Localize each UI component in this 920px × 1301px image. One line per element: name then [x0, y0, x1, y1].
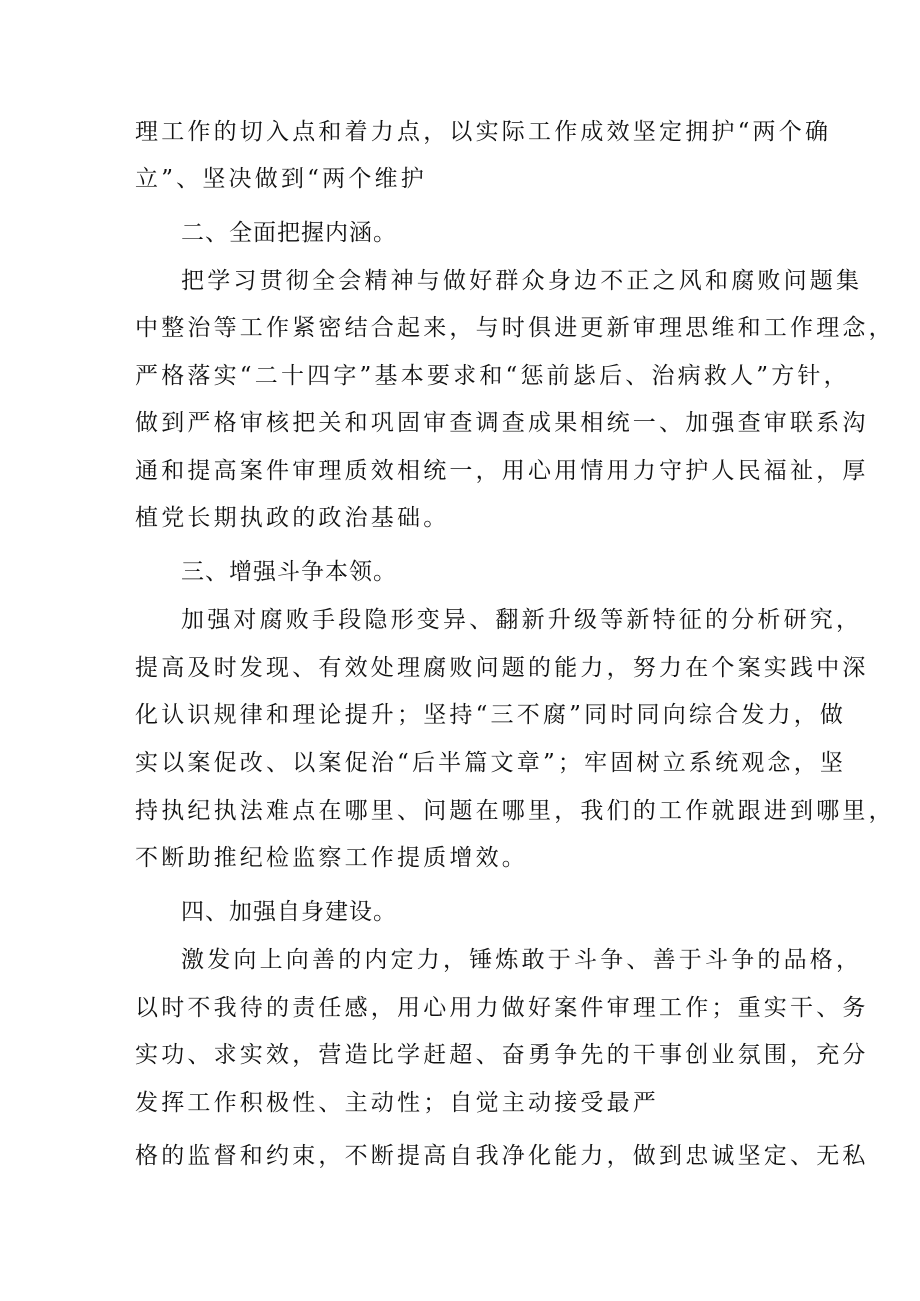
- body-line: 以时不我待的责任感，用心用力做好案件审理工作；重实干、务: [135, 995, 869, 1021]
- body-line: 持执纪执法难点在哪里、问题在哪里，我们的工作就跟进到哪里，: [135, 798, 895, 824]
- body-line: 实以案促改、以案促治“后半篇文章”；牢固树立系统观念，坚: [135, 750, 847, 776]
- body-line: 加强对腐败手段隐形变异、翻新升级等新特征的分析研究，: [181, 607, 863, 633]
- body-line: 实功、求实效，营造比学赶超、奋勇争先的干事创业氛围，充分: [135, 1042, 869, 1068]
- body-line: 化认识规律和理论提升；坚持“三不腐”同时同向综合发力，做: [135, 702, 847, 728]
- section-heading: 二、全面把握内涵。: [181, 220, 397, 246]
- body-line: 格的监督和约束，不断提高自我净化能力，做到忠诚坚定、无私: [135, 1143, 869, 1169]
- body-line: 立”、坚决做到“两个维护: [135, 166, 427, 192]
- body-line: 理工作的切入点和着力点，以实际工作成效坚定拥护“两个确: [135, 119, 832, 145]
- body-line: 中整治等工作紧密结合起来，与时俱进更新审理思维和工作理念，: [135, 315, 895, 341]
- body-line: 不断助推纪检监察工作提质增效。: [135, 845, 528, 871]
- body-line: 提高及时发现、有效处理腐败问题的能力，努力在个案实践中深: [135, 655, 869, 681]
- body-line: 发挥工作积极性、主动性；自觉主动接受最严: [135, 1090, 659, 1116]
- body-line: 通和提高案件审理质效相统一，用心用情用力守护人民福祉，厚: [135, 458, 869, 484]
- body-line: 激发向上向善的内定力，锤炼敢于斗争、善于斗争的品格，: [181, 947, 863, 973]
- body-line: 做到严格审核把关和巩固审查调查成果相统一、加强查审联系沟: [135, 410, 869, 436]
- section-heading: 四、加强自身建设。: [181, 899, 397, 925]
- body-line: 植党长期执政的政治基础。: [135, 505, 450, 531]
- section-heading: 三、增强斗争本领。: [181, 559, 397, 585]
- body-line: 严格落实“二十四字”基本要求和“惩前毖后、治病救人”方针，: [135, 363, 850, 389]
- body-line: 把学习贯彻全会精神与做好群众身边不正之风和腐败问题集: [181, 268, 863, 294]
